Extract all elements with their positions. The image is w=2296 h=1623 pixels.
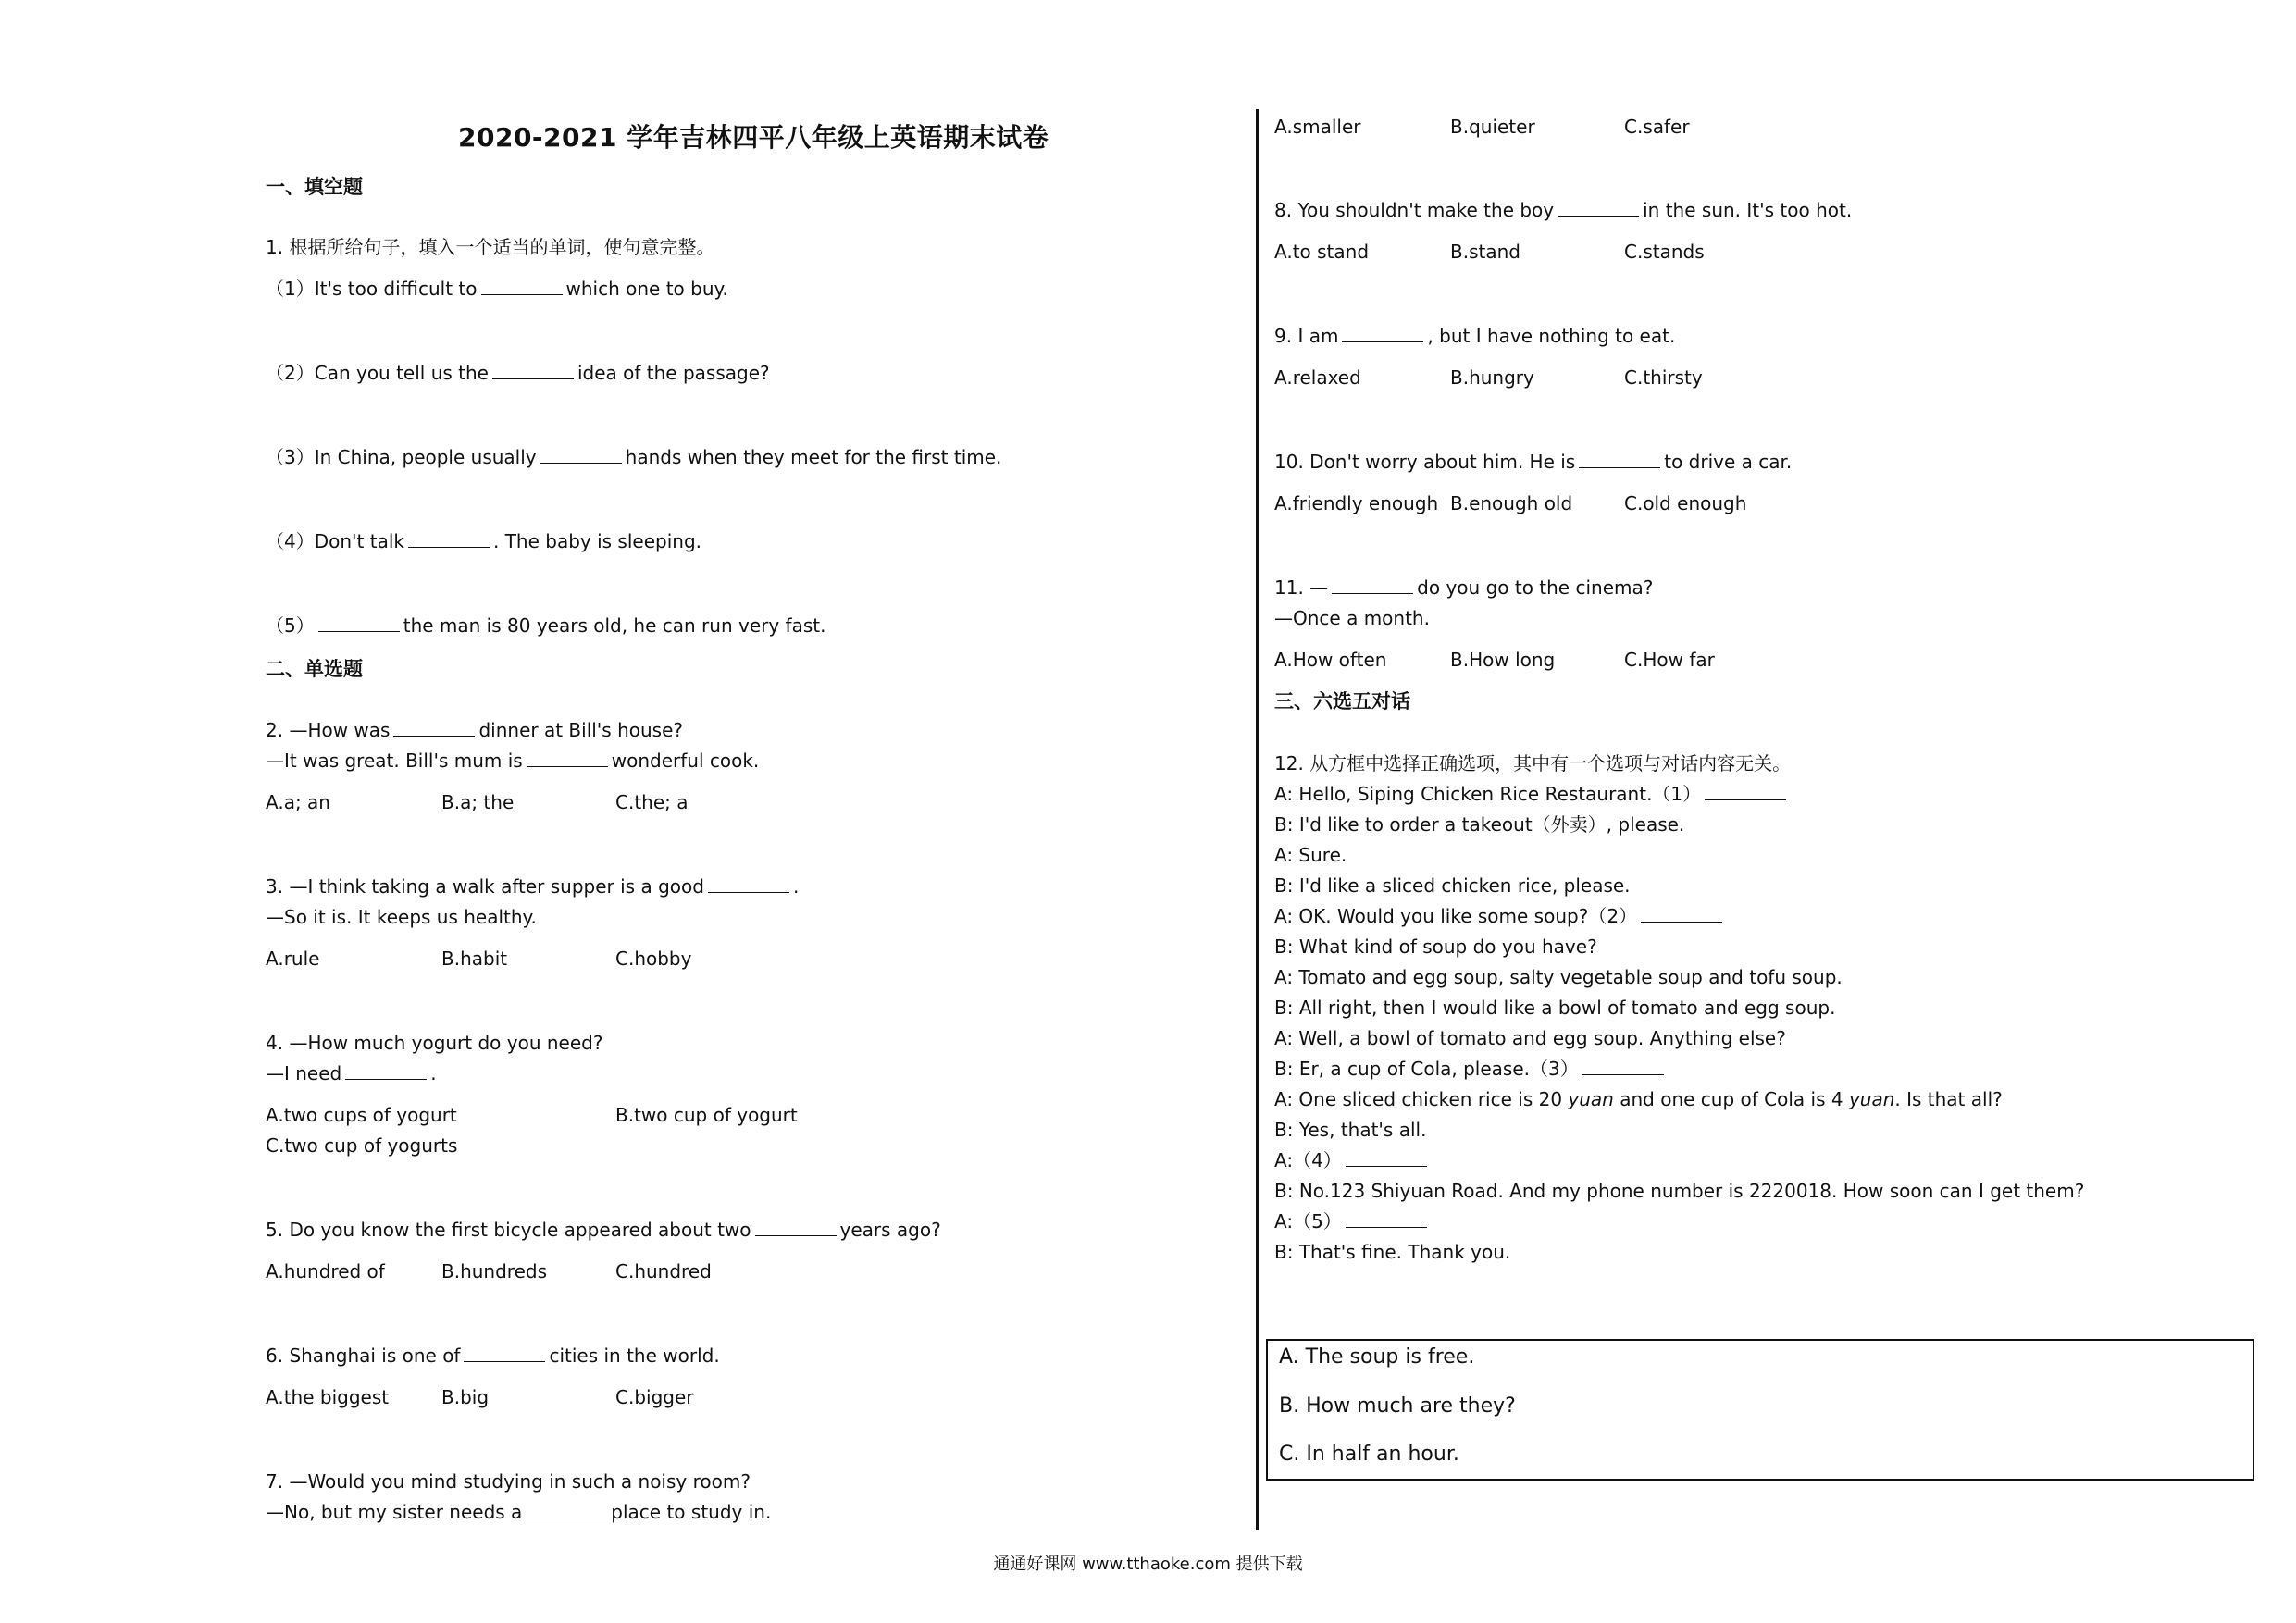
option-a[interactable]: A.two cups of yogurt <box>266 1104 457 1126</box>
option-b[interactable]: B.stand <box>1450 241 1520 263</box>
answer-blank[interactable] <box>1705 783 1786 800</box>
item-text: （2）Can you tell us the <box>266 362 489 384</box>
question-text: 10. Don't worry about him. He is <box>1274 451 1576 473</box>
question-text: 8. You shouldn't make the boy <box>1274 199 1555 221</box>
column-divider <box>1256 109 1259 1530</box>
option-c[interactable]: C.safer <box>1624 116 1690 138</box>
page-title: 2020-2021 学年吉林四平八年级上英语期末试卷 <box>458 122 1049 153</box>
item-text: idea of the passage? <box>577 362 770 384</box>
dialogue-line: B: Yes, that's all. <box>1274 1119 1427 1141</box>
answer-blank[interactable] <box>708 875 789 893</box>
option-a[interactable]: A.How often <box>1274 649 1387 671</box>
option-b[interactable]: B.hungry <box>1450 366 1534 389</box>
option-b[interactable]: B.habit <box>441 948 508 970</box>
dialogue-line <box>1274 1088 2003 1110</box>
question-text: do you go to the cinema? <box>1417 576 1654 599</box>
option-a[interactable]: A.rule <box>266 948 320 970</box>
question-text: cities in the world. <box>549 1344 720 1367</box>
question-1-item-2 <box>266 362 770 384</box>
question-11-line-1 <box>1274 576 1653 599</box>
option-c[interactable]: C.bigger <box>615 1386 694 1408</box>
dialogue-text: A: OK. Would you like some soup?（2） <box>1274 905 1638 927</box>
question-text: in the sun. It's too hot. <box>1643 199 1853 221</box>
option-a[interactable]: A.the biggest <box>266 1386 390 1408</box>
answer-blank[interactable] <box>1342 325 1423 342</box>
option-c[interactable]: C.stands <box>1624 241 1705 263</box>
question-text: 6. Shanghai is one of <box>266 1344 461 1367</box>
item-text: which one to buy. <box>565 278 728 300</box>
question-3-line-1 <box>266 875 799 898</box>
dialogue-line <box>1274 783 1790 805</box>
dialogue-text: . Is that all? <box>1894 1088 2003 1110</box>
dialogue-line <box>1274 1210 1431 1233</box>
dialogue-line: A: Well, a bowl of tomato and egg soup. Anything else? <box>1274 1027 1786 1049</box>
dialogue-text-italic: yuan <box>1848 1088 1895 1110</box>
option-a[interactable]: A.relaxed <box>1274 366 1361 389</box>
dialogue-line: B: All right, then I would like a bowl of tomato and egg soup. <box>1274 997 1836 1019</box>
box-option-a: A. The soup is free. <box>1279 1345 1475 1369</box>
answer-blank[interactable] <box>318 614 400 632</box>
question-text: —No, but my sister needs a <box>266 1501 523 1523</box>
question-10-line-1 <box>1274 451 1792 473</box>
question-12-stem: 12. 从方框中选择正确选项，其中有一个选项与对话内容无关。 <box>1274 752 1792 774</box>
option-a[interactable]: A.friendly enough <box>1274 492 1439 514</box>
option-a[interactable]: A.hundred of <box>266 1260 385 1282</box>
question-6-line-1 <box>266 1344 720 1367</box>
question-4-line-2 <box>266 1062 437 1084</box>
dialogue-text: and one cup of Cola is 4 <box>1620 1088 1843 1110</box>
answer-blank[interactable] <box>408 530 490 548</box>
question-9-line-1 <box>1274 325 1675 347</box>
box-option-b: B. How much are they? <box>1279 1394 1516 1418</box>
dialogue-line: B: I'd like a sliced chicken rice, please. <box>1274 874 1631 897</box>
dialogue-line: A: Sure. <box>1274 844 1347 866</box>
question-1-item-4 <box>266 530 701 552</box>
question-text: dinner at Bill's house? <box>478 719 684 741</box>
dialogue-line: A: Tomato and egg soup, salty vegetable soup and tofu soup. <box>1274 966 1843 988</box>
option-b[interactable]: B.quieter <box>1450 116 1535 138</box>
section-dialogue: 三、六选五对话 <box>1274 690 1410 712</box>
question-text: years ago? <box>839 1219 941 1241</box>
answer-blank[interactable] <box>1558 199 1639 217</box>
question-1-item-1 <box>266 278 728 300</box>
option-b[interactable]: B.big <box>441 1386 490 1408</box>
question-2-line-2 <box>266 750 759 772</box>
question-text: 3. —I think taking a walk after supper is a good <box>266 875 704 898</box>
answer-blank[interactable] <box>1332 576 1413 594</box>
option-c[interactable]: C.thirsty <box>1624 366 1703 389</box>
dialogue-line <box>1274 1149 1431 1171</box>
option-a[interactable]: A.to stand <box>1274 241 1370 263</box>
question-text: to drive a car. <box>1664 451 1793 473</box>
answer-blank[interactable] <box>1346 1149 1427 1167</box>
option-c[interactable]: C.old enough <box>1624 492 1747 514</box>
dialogue-line <box>1274 905 1726 927</box>
option-b[interactable]: B.enough old <box>1450 492 1573 514</box>
question-text: 11. — <box>1274 576 1329 599</box>
answer-blank[interactable] <box>481 278 563 295</box>
question-text: 2. —How was <box>266 719 391 741</box>
answer-blank[interactable] <box>492 362 574 379</box>
option-a[interactable]: A.a; an <box>266 791 330 813</box>
answer-blank[interactable] <box>526 1501 607 1518</box>
answer-blank[interactable] <box>540 446 622 464</box>
dialogue-line: B: I'd like to order a takeout（外卖）, please. <box>1274 813 1685 836</box>
question-2-line-1 <box>266 719 683 741</box>
question-1-item-5 <box>266 614 825 637</box>
box-option-c: C. In half an hour. <box>1279 1443 1459 1466</box>
question-text: wonderful cook. <box>611 750 760 772</box>
options-box <box>1266 1339 2254 1481</box>
item-text: . The baby is sleeping. <box>492 530 701 552</box>
answer-blank[interactable] <box>393 719 475 737</box>
answer-blank[interactable] <box>345 1062 427 1080</box>
item-text: （5） <box>266 614 315 637</box>
question-4-line-1: 4. —How much yogurt do you need? <box>266 1032 603 1054</box>
question-text: . <box>792 875 800 898</box>
option-b[interactable]: B.two cup of yogurt <box>615 1104 798 1126</box>
answer-blank[interactable] <box>1641 905 1722 923</box>
answer-blank[interactable] <box>1346 1210 1427 1228</box>
dialogue-line <box>1274 1058 1668 1080</box>
option-c[interactable]: C.How far <box>1624 649 1715 671</box>
question-text: —It was great. Bill's mum is <box>266 750 523 772</box>
dialogue-text-italic: yuan <box>1568 1088 1614 1110</box>
item-text: （4）Don't talk <box>266 530 404 552</box>
page-footer: 通通好课网 www.tthaoke.com 提供下载 <box>993 1555 1303 1574</box>
dialogue-line: B: No.123 Shiyuan Road. And my phone number is 2220018. How soon can I get them? <box>1274 1180 2085 1202</box>
question-text: place to study in. <box>611 1501 772 1523</box>
answer-blank[interactable] <box>1579 451 1660 468</box>
question-3-line-2: —So it is. It keeps us healthy. <box>266 906 537 928</box>
dialogue-text: A:（5） <box>1274 1210 1342 1233</box>
item-text: hands when they meet for the first time. <box>625 446 1002 468</box>
option-a[interactable]: A.smaller <box>1274 116 1361 138</box>
section-single-choice: 二、单选题 <box>266 658 363 680</box>
option-b[interactable]: B.a; the <box>441 791 515 813</box>
question-7-line-1: 7. —Would you mind studying in such a noisy room? <box>266 1470 751 1493</box>
question-text: 5. Do you know the first bicycle appeared about two <box>266 1219 751 1241</box>
answer-blank[interactable] <box>1582 1058 1664 1075</box>
option-c[interactable]: C.hobby <box>615 948 692 970</box>
dialogue-line: B: That's fine. Thank you. <box>1274 1241 1511 1263</box>
answer-blank[interactable] <box>755 1219 837 1236</box>
question-1-stem: 1. 根据所给句子，填入一个适当的单词，使句意完整。 <box>266 236 715 258</box>
option-c[interactable]: C.the; a <box>615 791 689 813</box>
item-text: （3）In China, people usually <box>266 446 537 468</box>
item-text: the man is 80 years old, he can run very fast. <box>403 614 826 637</box>
dialogue-text: A: Hello, Siping Chicken Rice Restaurant.（1） <box>1274 783 1702 805</box>
question-1-item-3 <box>266 446 1001 468</box>
option-c[interactable]: C.two cup of yogurts <box>266 1134 458 1157</box>
option-b[interactable]: B.hundreds <box>441 1260 548 1282</box>
question-7-line-2 <box>266 1501 771 1523</box>
dialogue-text: A: One sliced chicken rice is 20 <box>1274 1088 1563 1110</box>
option-c[interactable]: C.hundred <box>615 1260 712 1282</box>
item-text: （1）It's too difficult to <box>266 278 478 300</box>
question-8-line-1 <box>1274 199 1852 221</box>
question-5-line-1 <box>266 1219 941 1241</box>
question-text: . <box>430 1062 437 1084</box>
option-b[interactable]: B.How long <box>1450 649 1556 671</box>
dialogue-line: B: What kind of soup do you have? <box>1274 935 1597 958</box>
question-11-line-2: —Once a month. <box>1274 607 1430 629</box>
question-text: 9. I am <box>1274 325 1339 347</box>
section-fill-blank: 一、填空题 <box>266 176 363 198</box>
answer-blank[interactable] <box>464 1344 545 1362</box>
dialogue-text: B: Er, a cup of Cola, please.（3） <box>1274 1058 1579 1080</box>
question-text: , but I have nothing to eat. <box>1427 325 1676 347</box>
dialogue-text: A:（4） <box>1274 1149 1342 1171</box>
question-text: —I need <box>266 1062 342 1084</box>
answer-blank[interactable] <box>527 750 608 767</box>
